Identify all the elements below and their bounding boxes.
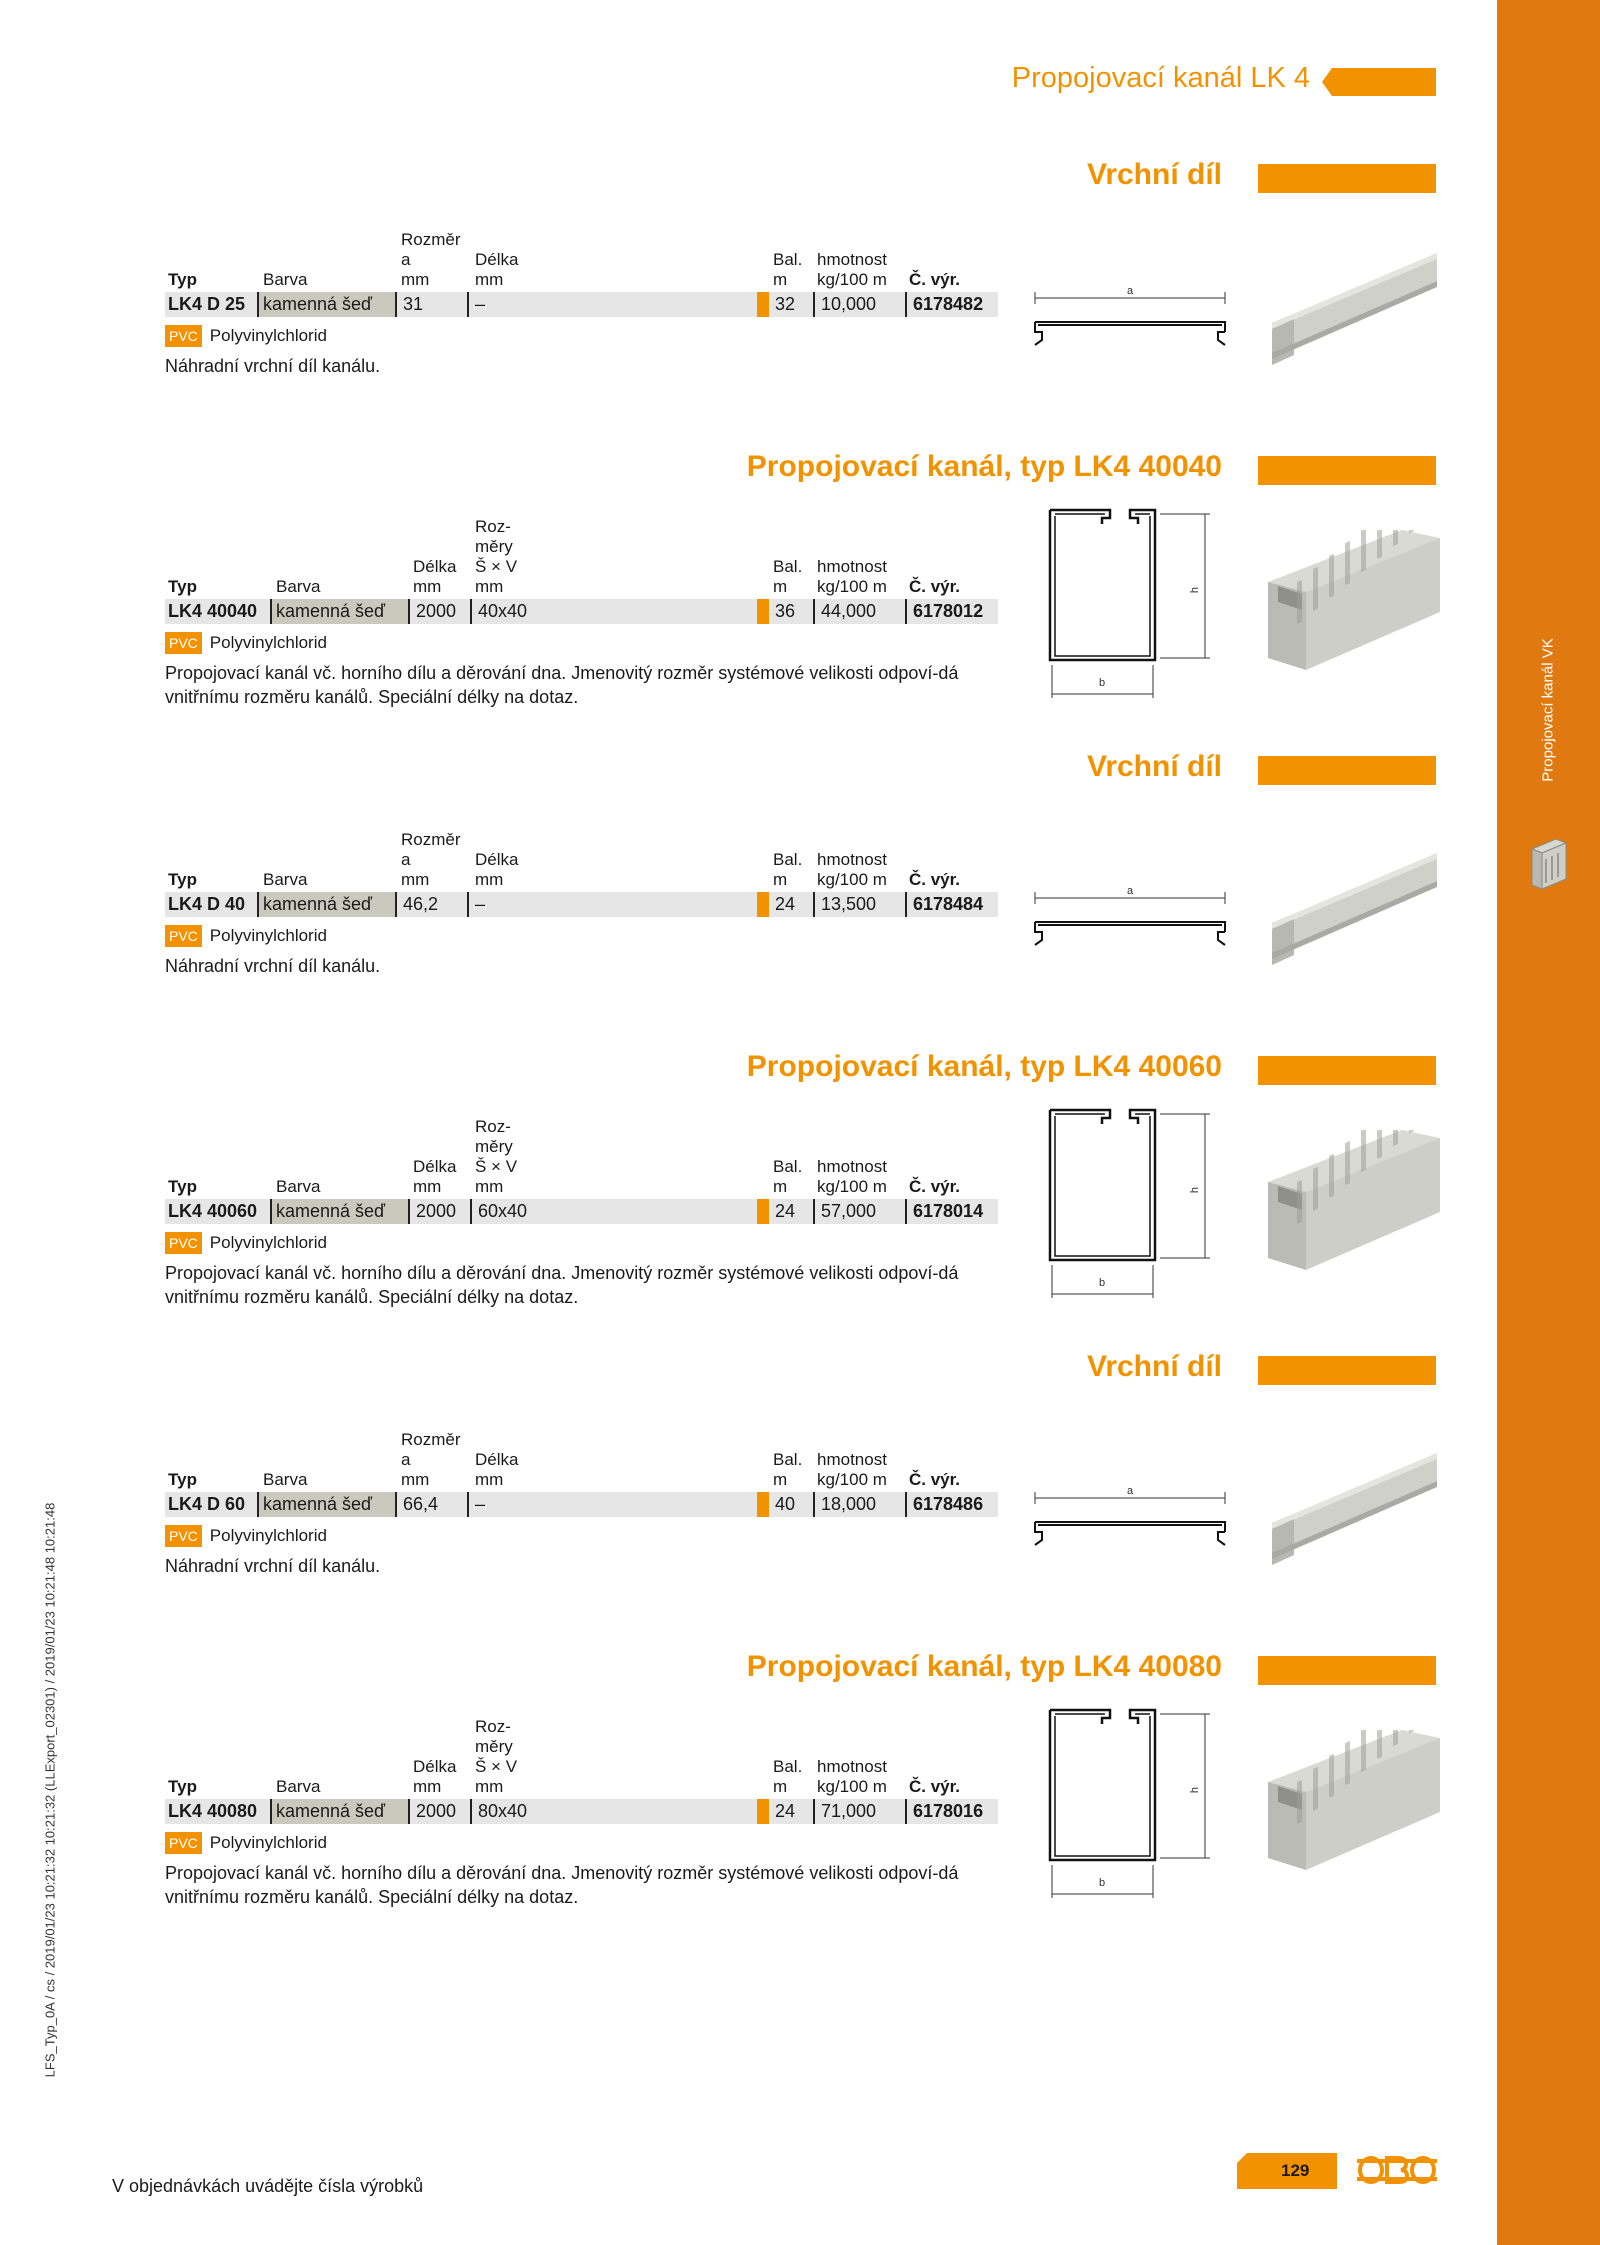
header-bal [773, 1450, 802, 1490]
cell-barva: kamenná šeď [270, 1799, 408, 1824]
header-length [475, 1450, 518, 1490]
header-cv: Č. výr. [909, 870, 961, 889]
cell-typ: LK4 40040 [168, 601, 258, 621]
header-weight [817, 850, 887, 890]
header-cv: Č. výr. [909, 1777, 961, 1796]
section-title: Vrchní díl [1086, 158, 1222, 191]
channel-product-photo [1262, 1130, 1442, 1270]
header-bal [773, 250, 802, 290]
cell-bal: 40 [757, 1492, 813, 1517]
cell-cv: 6178016 [905, 1799, 983, 1824]
cell-typ: LK4 D 60 [168, 1494, 246, 1514]
table-row [165, 599, 998, 624]
material-line [165, 325, 327, 347]
table-header [165, 1112, 998, 1197]
material-line [165, 1232, 327, 1254]
section-title-bar [1258, 456, 1436, 485]
header-length [413, 1157, 456, 1197]
material-name: Polyvinylchlorid [209, 1833, 327, 1852]
header-weight [817, 557, 887, 597]
section-title: Vrchní díl [1086, 750, 1222, 783]
section-description: Propojovací kanál vč. horního dílu a děrování dna. Jmenovitý rozměr systémové velikosti odpoví-dá vnitřnímu rozměru kanálů. Speciální délky na dotaz. [165, 1863, 959, 1907]
header-cv: Č. výr. [909, 270, 961, 289]
header-weight-line: hmotnost [817, 250, 887, 269]
table-header [165, 512, 998, 597]
product-section [0, 1650, 1497, 1940]
footer-note: V objednávkách uvádějte čísla výrobků [112, 2176, 424, 2196]
header-bal-line: m [773, 1470, 788, 1489]
section-title: Propojovací kanál, typ LK4 40060 [746, 1050, 1222, 1083]
header-weight-line: hmotnost [817, 1157, 887, 1176]
channel-product-photo [1262, 1730, 1442, 1870]
header-length [413, 1757, 456, 1797]
channel-cross-section-drawing [1030, 1100, 1230, 1300]
header-cv: Č. výr. [909, 577, 961, 596]
product-section [0, 450, 1497, 740]
dimension-label: a [1126, 885, 1134, 897]
header-dimension [401, 1430, 461, 1490]
height-label: h [1189, 1186, 1201, 1194]
cell-typ: LK4 40060 [168, 1201, 258, 1221]
header-dimension-line: Rozměr [401, 1430, 461, 1449]
header-barva: Barva [276, 577, 321, 596]
header-dimension-line: Rozměr [401, 830, 461, 849]
header-bal-line: Bal. [773, 250, 803, 269]
section-description: Propojovací kanál vč. horního dílu a děrování dna. Jmenovitý rozměr systémové velikosti odpoví-dá vnitřnímu rozměru kanálů. Speciální délky na dotaz. [165, 663, 959, 707]
header-weight-line: hmotnost [817, 850, 887, 869]
channel-product-photo [1262, 530, 1442, 670]
section-description: Náhradní vrchní díl kanálu. [165, 956, 381, 976]
width-label: b [1098, 1877, 1106, 1889]
header-cv: Č. výr. [909, 1177, 961, 1196]
width-label: b [1098, 1277, 1106, 1289]
channel-cross-section-drawing [1030, 1700, 1230, 1900]
cell-bal: 32 [757, 292, 813, 317]
lid-cross-section-drawing [1030, 870, 1230, 970]
cell-barva: kamenná šeď [257, 892, 395, 917]
header-length [475, 250, 518, 290]
material-badge: PVC [165, 632, 202, 654]
cell-weight: 71,000 [813, 1799, 905, 1824]
cell-bal: 24 [757, 1199, 813, 1224]
lid-product-photo [1262, 845, 1442, 965]
header-bal-line: Bal. [773, 1450, 803, 1469]
header-typ: Typ [168, 1177, 197, 1196]
table-row [165, 1799, 998, 1824]
header-weight-line: hmotnost [817, 557, 887, 576]
cell-weight: 10,000 [813, 292, 905, 317]
header-bal-line: m [773, 1177, 788, 1196]
header-bal-line: m [773, 270, 788, 289]
material-name: Polyvinylchlorid [209, 633, 327, 652]
section-title: Vrchní díl [1086, 1350, 1222, 1383]
side-section-label: Propojovací kanál VK [1539, 638, 1557, 782]
material-line [165, 1525, 327, 1547]
header-bal-line: m [773, 1777, 788, 1796]
cell-dimension: 40x40 [470, 599, 757, 624]
header-typ: Typ [168, 577, 197, 596]
table-row [165, 1199, 998, 1224]
cell-weight: 13,500 [813, 892, 905, 917]
header-dimension-line: Roz- [475, 1117, 511, 1136]
section-title-bar [1258, 164, 1436, 193]
cell-weight: 44,000 [813, 599, 905, 624]
header-bal [773, 850, 802, 890]
header-dimension-line: Š × V [475, 1157, 518, 1176]
channel-thumbnail-icon [1526, 835, 1570, 891]
cell-length: – [467, 292, 757, 317]
header-dimension-line: měry [475, 1137, 513, 1156]
header-barva: Barva [263, 270, 308, 289]
header-dimension [475, 517, 517, 597]
side-band [1497, 0, 1600, 2245]
header-weight-line: kg/100 m [817, 577, 887, 596]
header-dimension-line: mm [475, 577, 504, 596]
material-badge: PVC [165, 1832, 202, 1854]
cell-dimension: 60x40 [470, 1199, 757, 1224]
header-typ: Typ [168, 870, 197, 889]
header-weight [817, 1450, 887, 1490]
header-length-line: Délka [475, 1450, 519, 1469]
page-number: 129 [1281, 2161, 1310, 2180]
header-weight-line: kg/100 m [817, 1777, 887, 1796]
header-dimension-line: Roz- [475, 517, 511, 536]
cell-bal: 24 [757, 892, 813, 917]
section-title-bar [1258, 756, 1436, 785]
header-length-line: mm [475, 870, 504, 889]
lid-product-photo [1262, 245, 1442, 365]
material-badge: PVC [165, 1232, 202, 1254]
section-description: Náhradní vrchní díl kanálu. [165, 356, 381, 376]
header-dimension-line: Roz- [475, 1717, 511, 1736]
header-weight [817, 1757, 887, 1797]
channel-cross-section-drawing [1030, 500, 1230, 700]
height-label: h [1189, 1786, 1201, 1794]
page-number-tab [1237, 2153, 1337, 2189]
cell-cv: 6178012 [905, 599, 983, 624]
lid-cross-section-drawing [1030, 270, 1230, 370]
header-weight-line: kg/100 m [817, 1470, 887, 1489]
cell-length: 2000 [408, 1799, 470, 1824]
dimension-label: a [1126, 285, 1134, 297]
header-length-line: mm [413, 577, 442, 596]
section-title: Propojovací kanál, typ LK4 40040 [746, 450, 1222, 483]
cell-cv: 6178484 [905, 892, 983, 917]
header-bal-line: Bal. [773, 557, 803, 576]
cell-barva: kamenná šeď [270, 1199, 408, 1224]
header-bal-line: Bal. [773, 850, 803, 869]
header-dimension [401, 230, 461, 290]
header-bal-line: Bal. [773, 1157, 803, 1176]
header-bal [773, 1757, 802, 1797]
header-length-line: Délka [413, 557, 457, 576]
lid-product-photo [1262, 1445, 1442, 1565]
height-label: h [1189, 586, 1201, 594]
product-section [0, 150, 1497, 440]
cell-dimension: 31 [395, 292, 467, 317]
header-typ: Typ [168, 270, 197, 289]
header-weight [817, 1157, 887, 1197]
header-dimension-line: a [401, 850, 411, 869]
header-dimension-line: mm [475, 1177, 504, 1196]
header-weight-line: kg/100 m [817, 1177, 887, 1196]
header-length [413, 557, 456, 597]
section-title-bar [1258, 1656, 1436, 1685]
header-weight [817, 250, 887, 290]
header-length-line: mm [413, 1177, 442, 1196]
header-dimension-line: mm [401, 270, 430, 289]
product-section [0, 1350, 1497, 1640]
material-badge: PVC [165, 1525, 202, 1547]
header-dimension-line: Rozměr [401, 230, 461, 249]
cell-length: 2000 [408, 599, 470, 624]
cell-length: – [467, 892, 757, 917]
cell-cv: 6178482 [905, 292, 983, 317]
header-dimension-line: mm [475, 1777, 504, 1796]
cell-cv: 6178014 [905, 1199, 983, 1224]
header-length-line: Délka [475, 250, 519, 269]
cell-length: 2000 [408, 1199, 470, 1224]
table-header [165, 820, 998, 890]
header-dimension [475, 1117, 517, 1197]
header-typ: Typ [168, 1777, 197, 1796]
cell-barva: kamenná šeď [257, 1492, 395, 1517]
table-row [165, 1492, 998, 1517]
section-description: Propojovací kanál vč. horního dílu a děrování dna. Jmenovitý rozměr systémové velikosti odpoví-dá vnitřnímu rozměru kanálů. Speciální délky na dotaz. [165, 1263, 959, 1307]
header-dimension-line: měry [475, 537, 513, 556]
material-line [165, 925, 327, 947]
header-dimension-line: mm [401, 1470, 430, 1489]
header-barva: Barva [276, 1177, 321, 1196]
table-header [165, 1420, 998, 1490]
dimension-label: a [1126, 1485, 1134, 1497]
lid-cross-section-drawing [1030, 1470, 1230, 1570]
cell-typ: LK4 40080 [168, 1801, 258, 1821]
header-dimension [401, 830, 461, 890]
cell-barva: kamenná šeď [270, 599, 408, 624]
cell-dimension: 80x40 [470, 1799, 757, 1824]
material-name: Polyvinylchlorid [209, 1526, 327, 1545]
header-bal [773, 1157, 802, 1197]
table-row [165, 292, 998, 317]
header-dimension-line: a [401, 250, 411, 269]
header-dimension-line: měry [475, 1737, 513, 1756]
header-length-line: Délka [413, 1757, 457, 1776]
header-dimension-line: Š × V [475, 1757, 518, 1776]
material-badge: PVC [165, 325, 202, 347]
header-barva: Barva [263, 870, 308, 889]
cell-typ: LK4 D 25 [168, 294, 246, 314]
header-bal-line: Bal. [773, 1757, 803, 1776]
obo-logo [1357, 2153, 1437, 2187]
cell-weight: 18,000 [813, 1492, 905, 1517]
product-section [0, 750, 1497, 1040]
cell-cv: 6178486 [905, 1492, 983, 1517]
material-line [165, 632, 327, 654]
table-header [165, 1712, 998, 1797]
header-cv: Č. výr. [909, 1470, 961, 1489]
header-bal-line: m [773, 870, 788, 889]
header-tab-marker [1322, 68, 1436, 96]
table-row [165, 892, 998, 917]
cell-barva: kamenná šeď [257, 292, 395, 317]
cell-length: – [467, 1492, 757, 1517]
header-dimension-line: Š × V [475, 557, 518, 576]
product-section [0, 1050, 1497, 1340]
material-name: Polyvinylchlorid [209, 326, 327, 345]
page-header-title: Propojovací kanál LK 4 [1011, 62, 1310, 94]
table-header [165, 220, 998, 290]
header-length-line: Délka [413, 1157, 457, 1176]
section-description: Náhradní vrchní díl kanálu. [165, 1556, 381, 1576]
header-length-line: mm [475, 270, 504, 289]
header-length-line: Délka [475, 850, 519, 869]
print-metadata: LFS_Typ_0A / cs / 2019/01/23 10:21:32 10:21:32 (LLExport_02301) / 2019/01/23 10:21:48 10:21:48 [42, 1502, 58, 2078]
header-bal-line: m [773, 577, 788, 596]
header-weight-line: kg/100 m [817, 270, 887, 289]
section-title-bar [1258, 1356, 1436, 1385]
material-line [165, 1832, 327, 1854]
header-dimension-line: a [401, 1450, 411, 1469]
width-label: b [1098, 677, 1106, 689]
material-badge: PVC [165, 925, 202, 947]
header-length-line: mm [475, 1470, 504, 1489]
material-name: Polyvinylchlorid [209, 926, 327, 945]
header-weight-line: hmotnost [817, 1757, 887, 1776]
header-dimension-line: mm [401, 870, 430, 889]
cell-bal: 36 [757, 599, 813, 624]
header-length-line: mm [413, 1777, 442, 1796]
header-weight-line: kg/100 m [817, 870, 887, 889]
material-name: Polyvinylchlorid [209, 1233, 327, 1252]
header-typ: Typ [168, 1470, 197, 1489]
header-barva: Barva [276, 1777, 321, 1796]
cell-typ: LK4 D 40 [168, 894, 246, 914]
cell-weight: 57,000 [813, 1199, 905, 1224]
section-title-bar [1258, 1056, 1436, 1085]
header-length [475, 850, 518, 890]
cell-dimension: 46,2 [395, 892, 467, 917]
header-bal [773, 557, 802, 597]
header-weight-line: hmotnost [817, 1450, 887, 1469]
cell-bal: 24 [757, 1799, 813, 1824]
cell-dimension: 66,4 [395, 1492, 467, 1517]
header-barva: Barva [263, 1470, 308, 1489]
section-title: Propojovací kanál, typ LK4 40080 [746, 1650, 1222, 1683]
header-dimension [475, 1717, 517, 1797]
